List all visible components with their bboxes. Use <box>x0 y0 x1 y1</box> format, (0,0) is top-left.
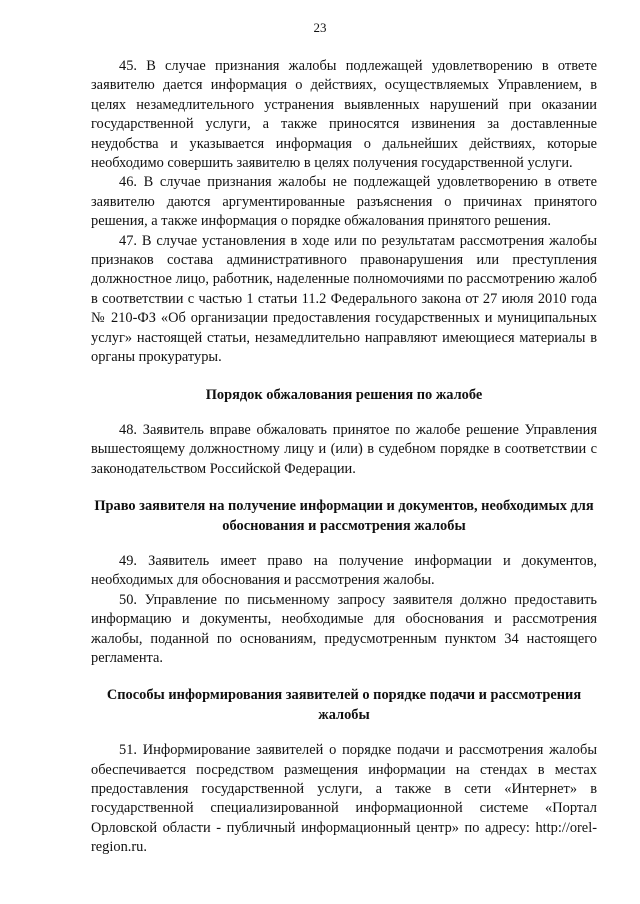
paragraph-51: 51. Информирование заявителей о порядке подачи и рассмотрения жалобы обеспечивается посредством размещения информации на стендах в местах предоставления государственной услуги, а также в сети «Интернет» в государственной специализированной информационной системе «Портал Орловской области - публичный информационный центр» по адресу: http://orel-region.ru. <box>91 742 597 856</box>
paragraph-48: 48. Заявитель вправе обжаловать принятое по жалобе решение Управления вышестоящему должностному лицу и (или) в судебном порядке в соответствии с законодательством Российской Федерации. <box>91 421 597 477</box>
page-number: 23 <box>313 20 327 35</box>
paragraph-46: 46. В случае признания жалобы не подлежащей удовлетворению в ответе заявителю даются аргументированные разъяснения о причинах принятого решения, а также информация о порядке обжалования принятого решения. <box>91 174 597 230</box>
section-heading-right-to-information: Право заявителя на получение информации и документов, необходимых для обоснования и рассмотрения жалобы <box>94 498 594 534</box>
paragraph-49: 49. Заявитель имеет право на получение информации и документов, необходимых для обоснования и рассмотрения жалобы. <box>91 552 597 589</box>
paragraph-47: 47. В случае установления в ходе или по результатам рассмотрения жалобы признаков состава административного правонарушения или преступления должностное лицо, работник, наделенные полномочиями по рассмотрению жалоб в соответствии с частью 1 статьи 11.2 Федерального закона от 27 июля 2010 года № 210-ФЗ «Об организации предоставления государственных и муниципальных услуг» настоящей статьи, незамедлительно направляют имеющиеся материалы в органы прокуратуры. <box>91 232 597 366</box>
section-heading-informing-methods: Способы информирования заявителей о порядке подачи и рассмотрения жалобы <box>106 687 582 723</box>
paragraph-45: 45. В случае признания жалобы подлежащей удовлетворению в ответе заявителю дается информация о действиях, осуществляемых Управлением, в целях незамедлительного устранения выявленных нарушений при оказании государственной услуги, а также приносятся извинения за доставленные неудобства и указывается информация о дальнейших действиях, которые необходимо совершить заявителю в целях получения государственной услуги. <box>91 58 597 172</box>
document-body <box>91 57 597 858</box>
section-heading-appeal-procedure: Порядок обжалования решения по жалобе <box>205 386 483 403</box>
paragraph-50: 50. Управление по письменному запросу заявителя должно предоставить информацию и документы, необходимые для обоснования и рассмотрения жалобы, поданной по основаниям, предусмотренным пунктом 34 настоящего регламента. <box>91 591 597 666</box>
